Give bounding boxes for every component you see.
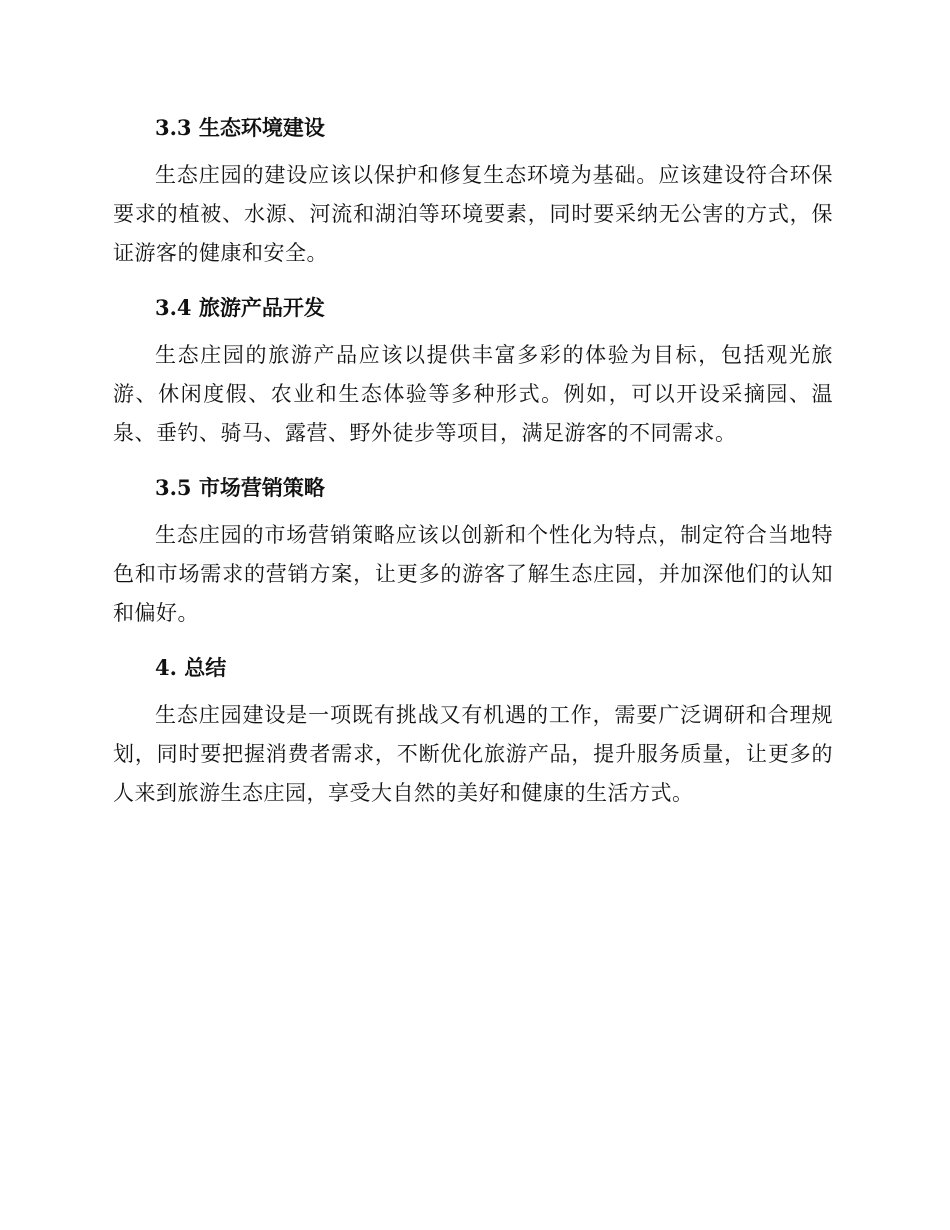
section-4: [113, 648, 833, 813]
section-heading: 4. 总结: [155, 655, 227, 680]
document-body: [113, 108, 833, 813]
section-3-5: [113, 468, 833, 633]
section-heading: 3.4 旅游产品开发: [155, 295, 325, 320]
section-paragraph: 生态庄园的旅游产品应该以提供丰富多彩的体验为目标，包括观光旅游、休闲度假、农业和生态体验等多种形式。例如，可以开设采摘园、温泉、垂钓、骑马、露营、野外徒步等项目，满足游客的不同需求。: [113, 343, 833, 445]
section-3-4: [113, 288, 833, 453]
section-paragraph: 生态庄园的市场营销策略应该以创新和个性化为特点，制定符合当地特色和市场需求的营销方案，让更多的游客了解生态庄园，并加深他们的认知和偏好。: [113, 523, 833, 625]
section-heading: 3.5 市场营销策略: [155, 475, 325, 500]
section-paragraph: 生态庄园的建设应该以保护和修复生态环境为基础。应该建设符合环保要求的植被、水源、河流和湖泊等环境要素，同时要采纳无公害的方式，保证游客的健康和安全。: [113, 163, 833, 265]
section-paragraph: 生态庄园建设是一项既有挑战又有机遇的工作，需要广泛调研和合理规划，同时要把握消费者需求，不断优化旅游产品，提升服务质量，让更多的人来到旅游生态庄园，享受大自然的美好和健康的生活方式。: [113, 703, 833, 805]
section-heading: 3.3 生态环境建设: [155, 115, 325, 140]
section-3-3: [113, 108, 833, 273]
